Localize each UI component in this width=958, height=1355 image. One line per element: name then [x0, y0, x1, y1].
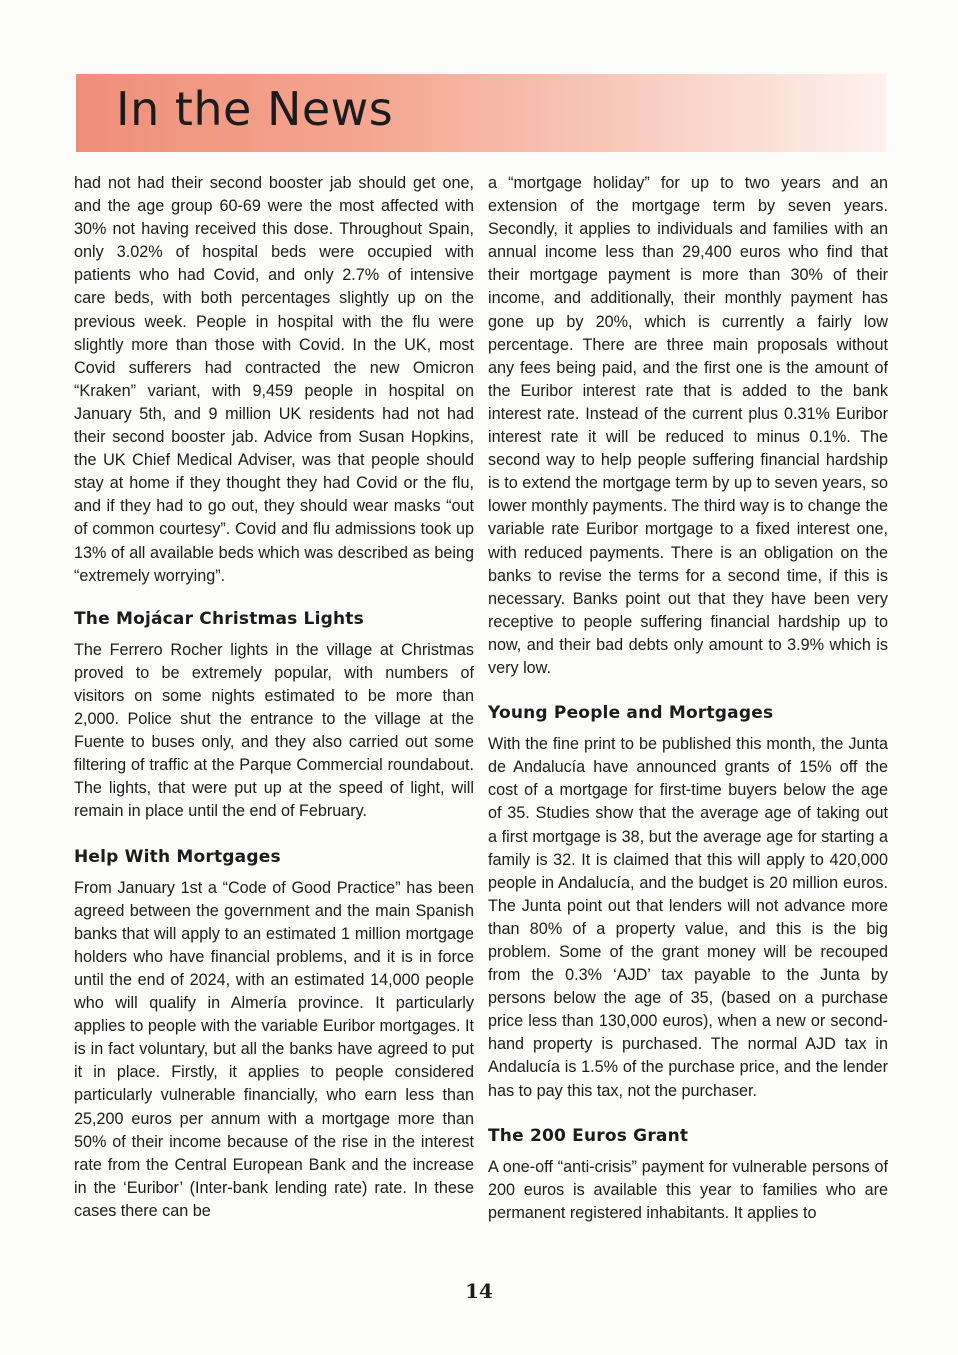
- lights-heading: The Mojácar Christmas Lights: [74, 608, 364, 629]
- grant-heading: The 200 Euros Grant: [488, 1125, 689, 1146]
- right-column: [488, 172, 888, 1225]
- page-number: 14: [465, 1279, 493, 1303]
- section-title: In the News: [116, 82, 394, 136]
- mortgages-paragraph: From January 1st a “Code of Good Practice” has been agreed between the government and the main Spanish banks that will apply to an estimated 1 million mortgage holders who have financial problems, and it is in force until the end of 2024, with an estimated 14,000 people who will qualify in Almería province. It particularly applies to people with the variable Euribor mortgages. It is in fact voluntary, but all the banks have agreed to put it in place. Firstly, it applies to people considered particularly vulnerable financially, who earn less than 25,200 euros per annum with a mortgage more than 50% of their income because of the rise in the interest rate from the Central European Bank and the increase in the ‘Euribor’ (Inter-bank lending rate) rate. In these cases there can be: [74, 878, 474, 1220]
- covid-continued-paragraph: had not had their second booster jab should get one, and the age group 60-69 were the most affected with 30% not having received this dose. Throughout Spain, only 3.02% of hospital beds were occupied with patients who had Covid, and only 2.7% of intensive care beds, with both percentages slightly up on the previous week. People in hospital with the flu were slightly more than those with Covid. In the UK, most Covid sufferers had contracted the new Omicron “Kraken” variant, with 9,459 people in hospital on January 5th, and 9 million UK residents had not had their second booster jab. Advice from Susan Hopkins, the UK Chief Medical Adviser, was that people should stay at home if they thought they had Covid or the flu, and if they had to go out, they should wear masks “out of common courtesy”. Covid and flu admissions took up 13% of all available beds which was described as being “extremely worrying”.: [74, 174, 474, 585]
- mortgages-heading: Help With Mortgages: [74, 846, 281, 867]
- left-column: [74, 172, 474, 1223]
- grant-paragraph: A one-off “anti-crisis” payment for vulnerable persons of 200 euros is available this year to families who are permanent registered inhabitants. It applies to: [488, 1157, 888, 1222]
- young-people-heading: Young People and Mortgages: [488, 703, 774, 724]
- young-people-paragraph: With the fine print to be published this month, the Junta de Andalucía have announced grants of 15% off the cost of a mortgage for first-time buyers below the age of 35. Studies show that the average age of taking out a first mortgage is 38, but the average age for starting a family is 32. It is claimed that this will apply to 420,000 people in Andalucía, and the budget is 20 million euros. The Junta point out that lenders will not advance more than 80% of a property value, and this is the big problem. Some of the grant money will be recouped from the 0.3% ‘AJD’ tax payable to the Junta by persons below the age of 35, (based on a purchase price less than 130,000 euros), when a new or second-hand property is purchased. The normal AJD tax in Andalucía is 1.5% of the purchase price, and the lender has to pay this tax, not the purchaser.: [488, 735, 888, 1100]
- mortgages-continued-paragraph: a “mortgage holiday” for up to two years and an extension of the mortgage term by seven years. Secondly, it applies to individuals and families with an annual income less than 29,400 euros who find that their mortgage payment is more than 30% of their income, and additionally, their monthly payment has gone up by 20%, which is currently a fairly low percentage. There are three main proposals without any fees being paid, and the first one is the amount of the Euribor interest rate that is added to the bank interest rate. Instead of the current plus 0.31% Euribor interest rate it will be reduced to minus 0.1%. The second way to help people suffering financial hardship is to extend the mortgage term by up to seven years, so lower monthly payments. The third way is to change the variable rate Euribor mortgage to a fixed interest one, with reduced payments. There is an obligation on the banks to revise the terms for a second time, if this is necessary. Banks point out that they have been very receptive to people suffering financial hardship up to now, and their bad debts only amount to 3.9% which is very low.: [488, 174, 888, 677]
- section-header-band: [76, 74, 886, 152]
- lights-paragraph: The Ferrero Rocher lights in the village at Christmas proved to be extremely popular, with numbers of visitors on some nights estimated to be more than 2,000. Police shut the entrance to the village at the Fuente to buses only, and they also carried out some filtering of traffic at the Parque Commercial roundabout. The lights, that were put up at the speed of light, will remain in place until the end of February.: [74, 640, 474, 821]
